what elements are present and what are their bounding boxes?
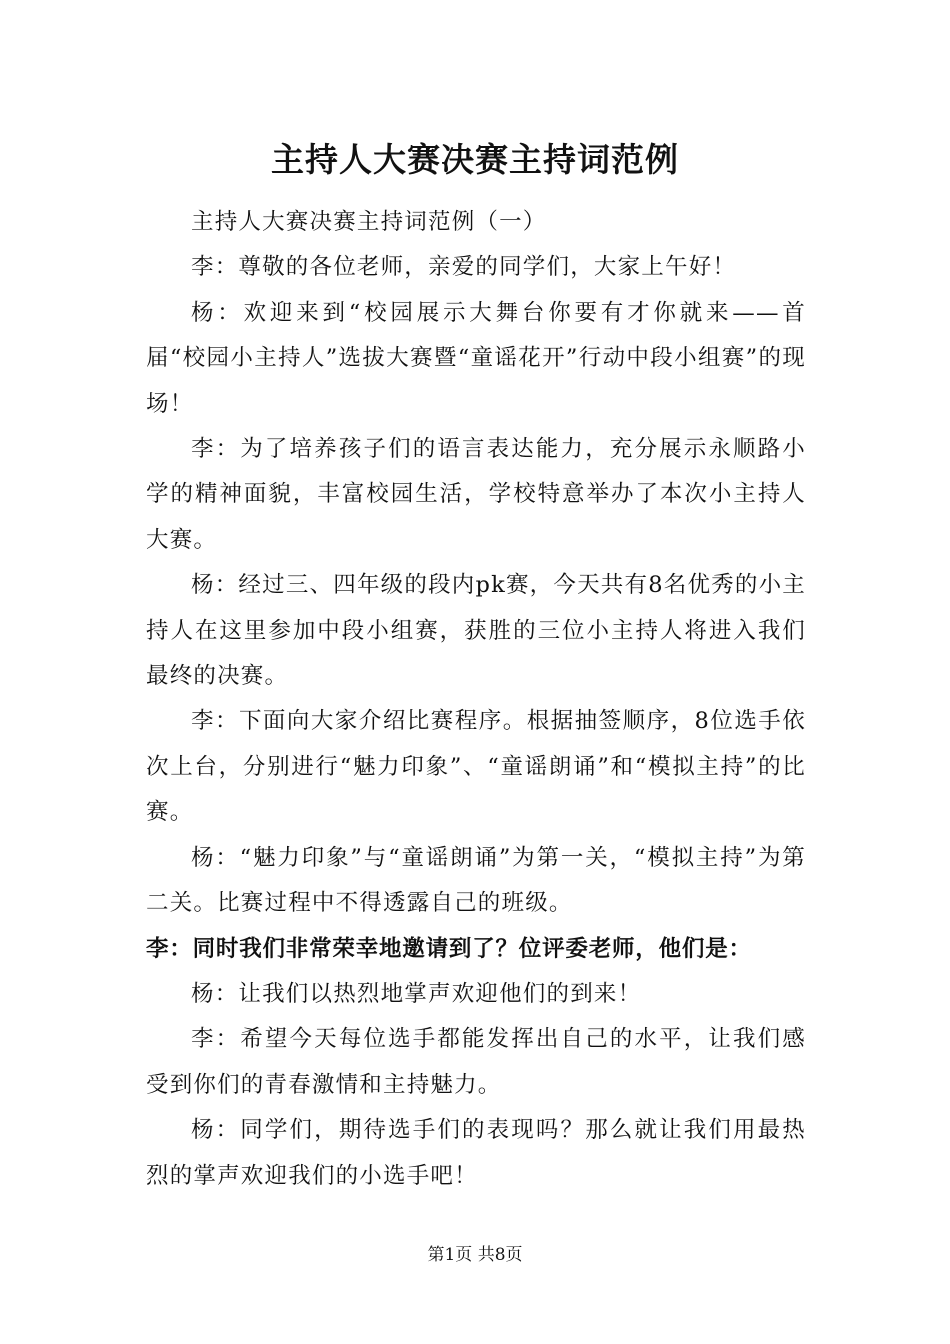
document-body	[146, 200, 806, 1199]
paragraph-2: 李：尊敬的各位老师，亲爱的同学们，大家上午好！	[191, 254, 737, 281]
paragraph-5: 杨：经过三、四年级的段内pk赛，今天共有8名优秀的小主持人在这里参加中段小组赛，获胜的三位小主持人将进入我们最终的决赛。	[146, 572, 806, 690]
paragraph-1: 主持人大赛决赛主持词范例（一）	[191, 209, 547, 235]
document-title: 主持人大赛决赛主持词范例	[271, 140, 679, 179]
paragraph-11: 杨：同学们，期待选手们的表现吗？那么就让我们用最热烈的掌声欢迎我们的小选手吧！	[146, 1117, 806, 1189]
paragraph-8-bold: 李：同时我们非常荣幸地邀请到了？位评委老师，他们是：	[146, 935, 752, 962]
paragraph-4: 李：为了培养孩子们的语言表达能力，充分展示永顺路小学的精神面貌，丰富校园生活，学校特意举办了本次小主持人大赛。	[146, 436, 806, 553]
paragraph-10: 李：希望今天每位选手都能发挥出自己的水平，让我们感受到你们的青春激情和主持魅力。	[146, 1026, 806, 1098]
paragraph-6: 李：下面向大家介绍比赛程序。根据抽签顺序，8位选手依次上台，分别进行“魅力印象”、“童谣朗诵”和“模拟主持”的比赛。	[146, 708, 806, 826]
page-footer: 第1页 共8页	[427, 1245, 523, 1265]
paragraph-3: 杨：欢迎来到“校园展示大舞台你要有才你就来——首届“校园小主持人”选拔大赛暨“童谣花开”行动中段小组赛”的现场！	[146, 299, 806, 417]
paragraph-7: 杨：“魅力印象”与“童谣朗诵”为第一关，“模拟主持”为第二关。比赛过程中不得透露自己的班级。	[146, 844, 806, 917]
paragraph-9: 杨：让我们以热烈地掌声欢迎他们的到来！	[191, 980, 642, 1007]
